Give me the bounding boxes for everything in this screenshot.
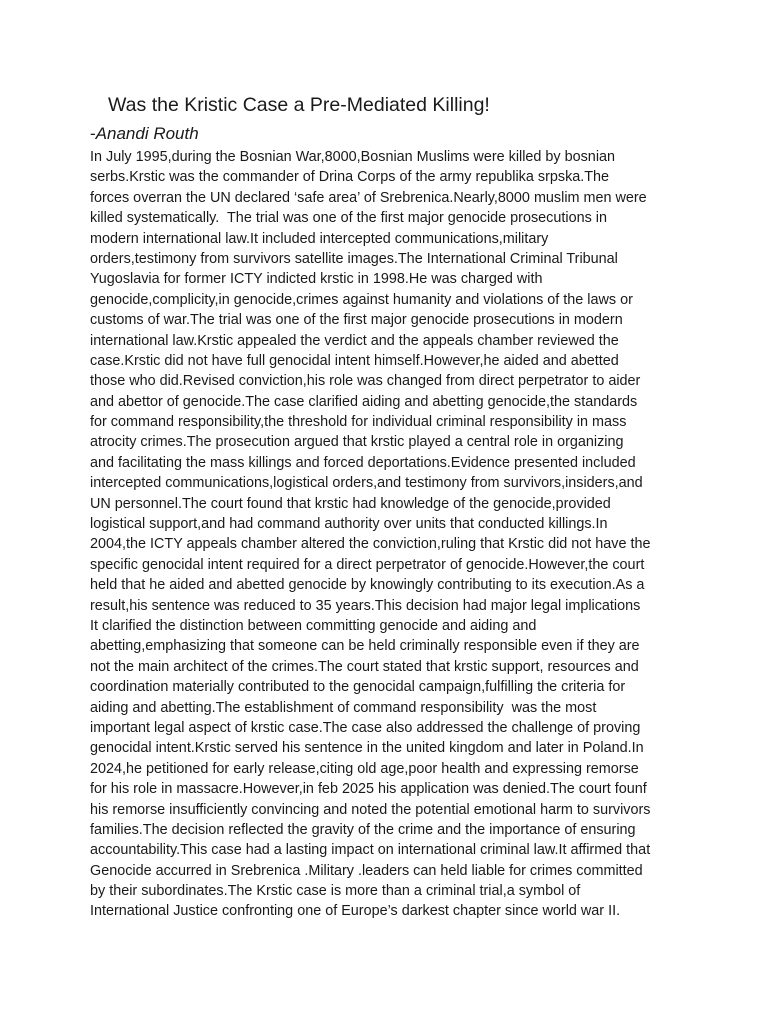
body-text-line: killed systematically. The trial was one of the first major genocide prosecutions in: [90, 210, 607, 227]
body-text-line: families.The decision reflected the gravity of the crime and the importance of ensuring: [90, 821, 636, 838]
body-text-line: International Justice confronting one of Europe’s darkest chapter since world war II.: [90, 903, 621, 920]
body-text-line: aiding and abetting.The establishment of command responsibility was the most: [90, 699, 597, 716]
body-text-line: 2004,the ICTY appeals chamber altered the conviction,ruling that Krstic did not have the: [90, 536, 651, 553]
body-text-line: It clarified the distinction between committing genocide and aiding and: [90, 617, 537, 634]
body-text-line: and facilitating the mass killings and forced deportations.Evidence presented included: [90, 454, 636, 471]
body-text-line: for his role in massacre.However,in feb 2025 his application was denied.The court founf: [90, 781, 647, 798]
body-text-line: 2024,he petitioned for early release,citing old age,poor health and expressing remorse: [90, 760, 639, 777]
body-text-line: genocidal intent.Krstic served his sentence in the united kingdom and later in Poland.In: [90, 740, 644, 757]
author-dash: -: [90, 124, 96, 143]
body-text-line: forces overran the UN declared ‘safe area’ of Srebrenica.Nearly,8000 muslim men were: [90, 189, 647, 206]
body-text-line: atrocity crimes.The prosecution argued that krstic played a central role in organizing: [90, 434, 624, 451]
body-text-line: specific genocidal intent required for a direct perpetrator of genocide.However,the court: [90, 556, 645, 573]
body-text-line: serbs.Krstic was the commander of Drina Corps of the army republika srpska.The: [90, 169, 610, 186]
body-text-line: orders,testimony from survivors satellite images.The International Criminal Tribunal: [90, 250, 618, 267]
body-text-line: for command responsibility,the threshold for individual criminal responsibility in mass: [90, 414, 627, 431]
body-text-line: result,his sentence was reduced to 35 years.This decision had major legal implications: [90, 597, 641, 614]
author-line: [90, 123, 199, 145]
body-text-line: genocide,complicity,in genocide,crimes against humanity and violations of the laws or: [90, 291, 633, 308]
body-text-line: modern international law.It included intercepted communications,military: [90, 230, 549, 247]
body-text-line: intercepted communications,logistical orders,and testimony from survivors,insiders,and: [90, 475, 643, 492]
author-name: Anandi Routh: [95, 124, 199, 143]
body-text-line: those who did.Revised conviction,his role was changed from direct perpetrator to aider: [90, 373, 641, 390]
body-text-line: by their subordinates.The Krstic case is more than a criminal trial,a symbol of: [90, 883, 581, 900]
document-title: Was the Kristic Case a Pre-Mediated Killing!: [108, 94, 490, 116]
body-text-line: customs of war.The trial was one of the first major genocide prosecutions in modern: [90, 312, 623, 329]
body-paragraph: [90, 147, 690, 922]
body-text-line: not the main architect of the crimes.The court stated that krstic support, resources and: [90, 658, 639, 675]
body-text-line: case.Krstic did not have full genocidal intent himself.However,he aided and abetted: [90, 352, 619, 369]
body-text-line: In July 1995,during the Bosnian War,8000,Bosnian Muslims were killed by bosnian: [90, 149, 616, 165]
body-text-line: coordination materially contributed to the genocidal campaign,fulfilling the criteria for: [90, 679, 626, 696]
body-text-line: and abettor of genocide.The case clarified aiding and abetting genocide,the standards: [90, 393, 638, 410]
body-text-line: logistical support,and had command authority over units that conducted killings.In: [90, 516, 608, 533]
body-text-line: his remorse insufficiently convincing and noted the potential emotional harm to survivors: [90, 801, 651, 818]
body-text-line: Genocide accurred in Srebrenica .Military .leaders can held liable for crimes committed: [90, 862, 643, 879]
body-text-line: important legal aspect of krstic case.The case also addressed the challenge of proving: [90, 719, 641, 736]
body-text-line: Yugoslavia for former ICTY indicted krstic in 1998.He was charged with: [90, 271, 543, 288]
body-text-line: held that he aided and abetted genocide by knowingly contributing to its execution.As a: [90, 577, 645, 594]
body-text-line: abetting,emphasizing that someone can be held criminally responsible even if they are: [90, 638, 640, 655]
body-text-line: UN personnel.The court found that krstic had knowledge of the genocide,provided: [90, 495, 611, 512]
body-text-line: accountability.This case had a lasting impact on international criminal law.It affirmed that: [90, 842, 651, 859]
body-text-line: international law.Krstic appealed the verdict and the appeals chamber reviewed the: [90, 332, 619, 349]
